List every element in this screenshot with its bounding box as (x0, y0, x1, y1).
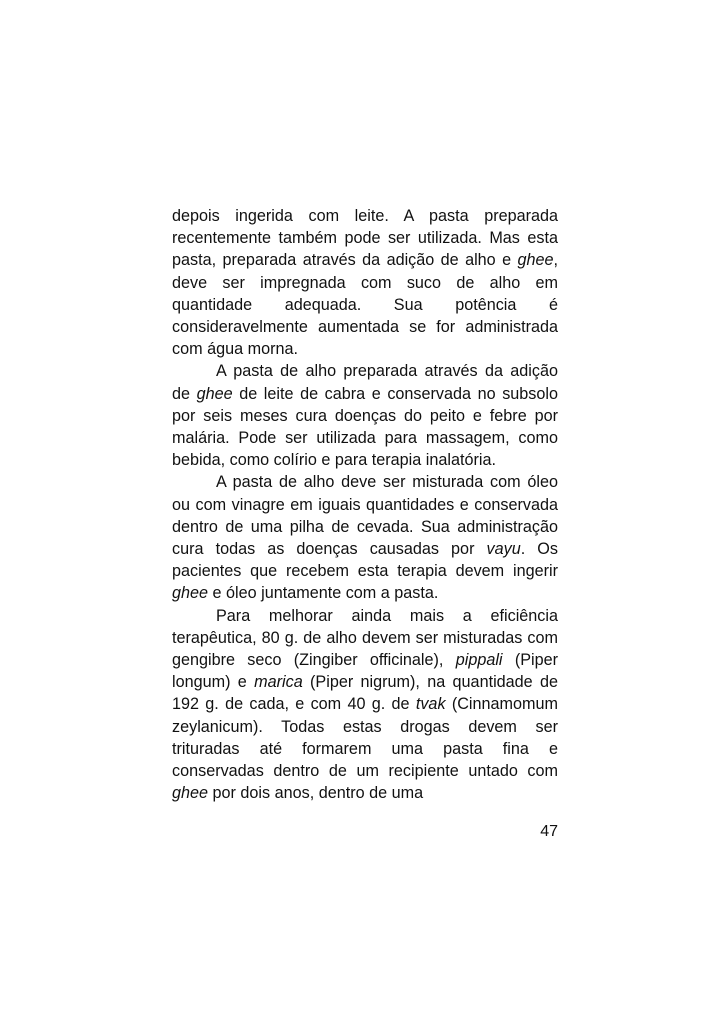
body-text (172, 205, 558, 804)
italic-term: pippali (455, 651, 503, 670)
text-run: , deve ser impregnada com suco de alho em quantidade adequada. Sua potência é consideravelmente aumentada se for administrada com água morna. (172, 251, 558, 359)
text-run: de leite de cabra e conservada no subsolo por seis meses cura doenças do peito e febre por malária. Pode ser utilizada para massagem, como bebida, como colírio e para terapia inalatória. (172, 384, 558, 470)
text-run: Para melhorar ainda mais a eficiência terapêutica, 80 g. de alho devem ser misturadas com gengibre seco (Zingiber officinale), (172, 606, 558, 670)
text-run: (Piper nigrum), na quantidade de 192 g. de cada, e com 40 g. de (172, 673, 558, 714)
text-run: (Cinnamomum zeylanicum). Todas estas drogas devem ser trituradas até formarem uma pasta fina e conservadas dentro de um recipiente untado com (172, 695, 558, 781)
paragraph (172, 205, 558, 360)
paragraph (172, 605, 558, 805)
text-run: A pasta de alho deve ser misturada com óleo ou com vinagre em iguais quantidades e conservada dentro de uma pilha de cevada. Sua administração cura todas as doenças causadas por (172, 473, 558, 559)
text-run: por dois anos, dentro de uma (208, 784, 424, 803)
text-run: (Piper longum) e (172, 651, 558, 692)
text-run: A pasta de alho preparada através da adição de (172, 362, 558, 403)
text-run: depois ingerida com leite. A pasta preparada recentemente também pode ser utilizada. Mas esta pasta, preparada através da adição de alho e (172, 207, 558, 270)
paragraph (172, 471, 558, 604)
italic-term: ghee (172, 584, 209, 603)
text-run: e óleo juntamente com a pasta. (208, 584, 439, 603)
italic-term: vayu (486, 540, 521, 559)
italic-term: ghee (172, 784, 209, 803)
italic-term: marica (254, 673, 303, 692)
text-run: . Os pacientes que recebem esta terapia devem ingerir (172, 540, 558, 581)
italic-term: ghee (196, 384, 233, 403)
page-number: 47 (540, 823, 558, 840)
italic-term: tvak (415, 695, 446, 714)
italic-term: ghee (517, 251, 554, 270)
paragraph (172, 360, 558, 471)
